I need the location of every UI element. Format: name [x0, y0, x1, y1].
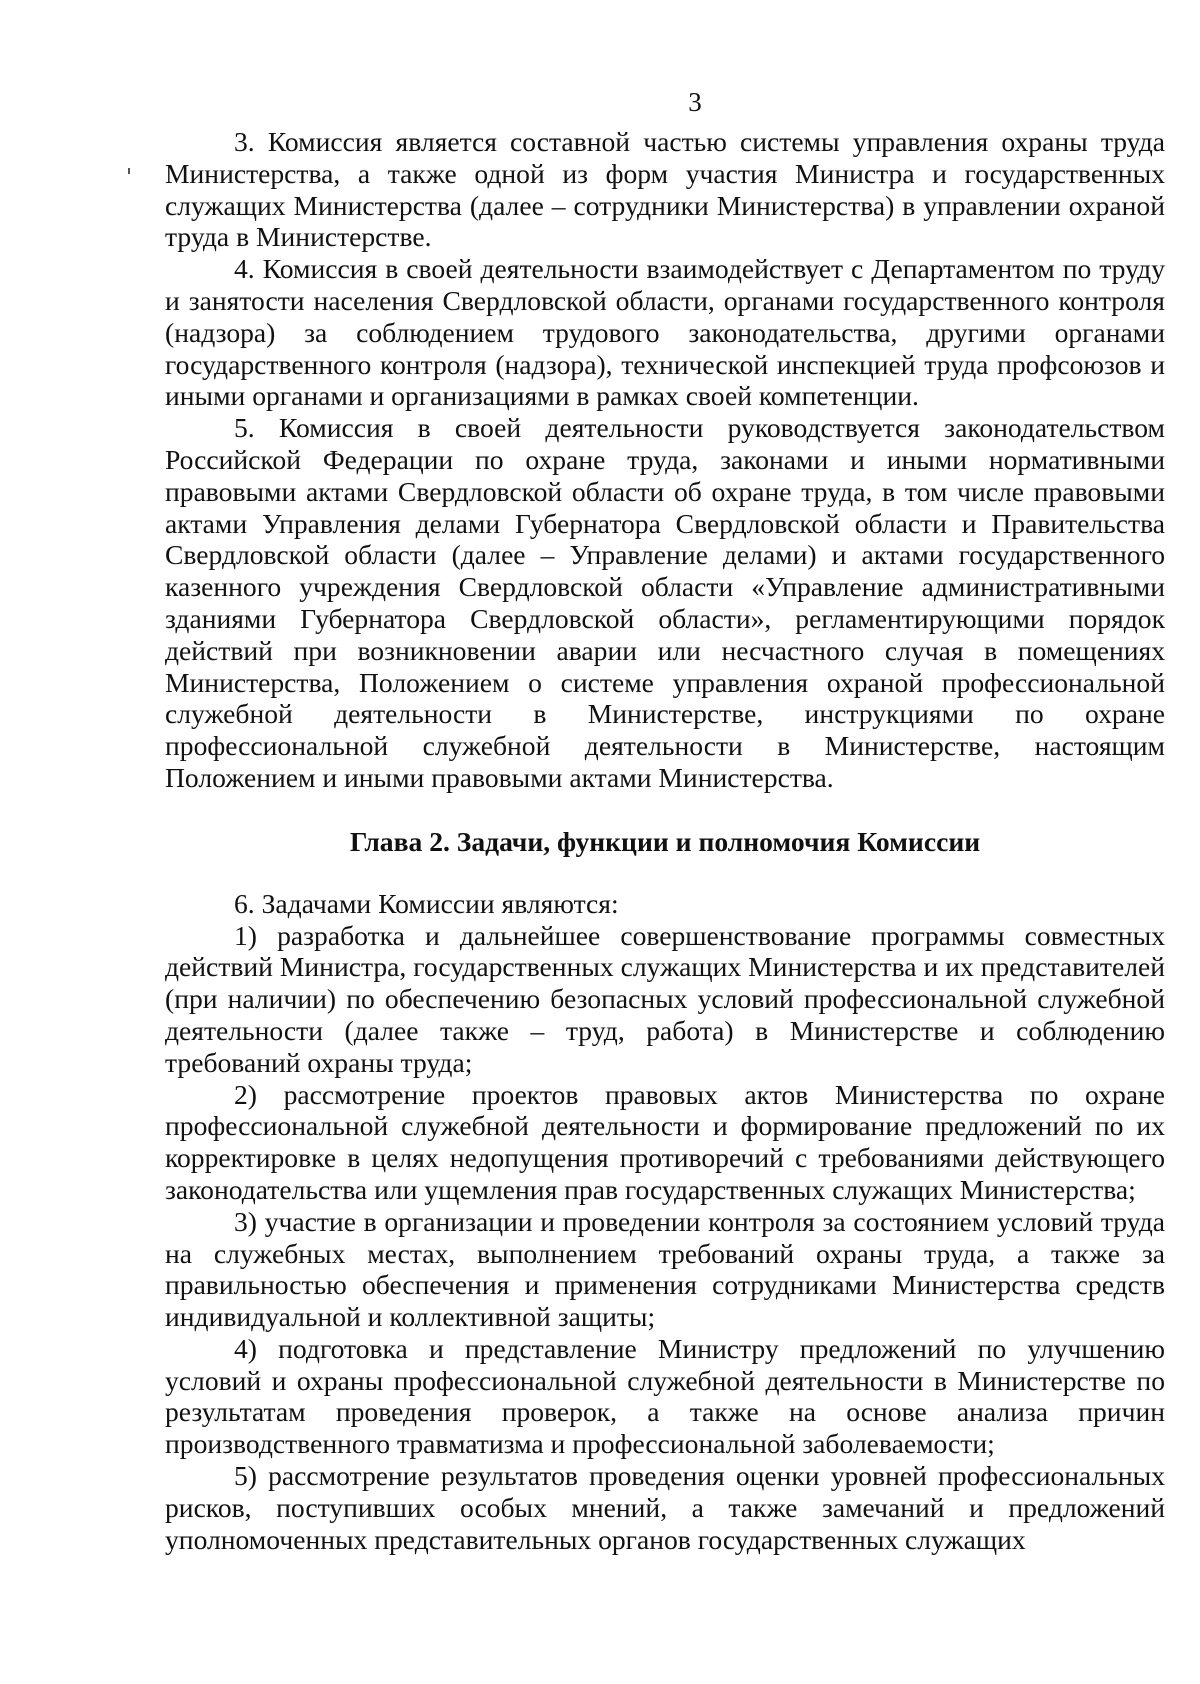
list-item-3: 3) участие в организации и проведении контроля за состоянием условий труда на служебных местах, выполнением требований охраны труда, а также за правильностью обеспечения и применения сотрудниками Министерства средств индивидуальной и коллективной защиты;	[165, 1205, 1165, 1333]
paragraph-6: 6. Задачами Комиссии являются:	[234, 887, 619, 919]
list-item-5: 5) рассмотрение результатов проведения оценки уровней профессиональных рисков, поступивших особых мнений, а также замечаний и предложений уполномоченных представительных органов государственных служащих	[165, 1460, 1165, 1555]
paragraph-4: 4. Комиссия в своей деятельности взаимодействует с Департаментом по труду и занятости населения Свердловской области, органами государственного контроля (надзора) за соблюдением трудового законодательства, другими органами государственного контроля (надзора), технической инспекцией труда профсоюзов и иными органами и организациями в рамках своей компетенции.	[165, 253, 1165, 412]
document-body	[165, 126, 1165, 1555]
scan-mark	[128, 168, 130, 174]
paragraph-5: 5. Комиссия в своей деятельности руководствуется законодательством Российской Федерации по охране труда, законами и иными нормативными правовыми актами Свердловской области об охране труда, в том числе правовыми актами Управления делами Губернатора Свердловской области и Правительства Свердловской области (далее – Управление делами) и актами государственного казенного учреждения Свердловской области «Управление административными зданиями Губернатора Свердловской области», регламентирующими порядок действий при возникновении аварии или несчастного случая в помещениях Министерства, Положением о системе управления охраной профессиональной служебной деятельности в Министерстве, инструкциями по охране профессиональной служебной деятельности в Министерстве, настоящим Положением и иными правовыми актами Министерства.	[165, 412, 1165, 793]
list-item-2: 2) рассмотрение проектов правовых актов Министерства по охране профессиональной служебной деятельности и формирование предложений по их корректировке в целях недопущения противоречий с требованиями действующего законодательства или ущемления прав государственных служащих Министерства;	[165, 1078, 1165, 1205]
page-number: 3	[688, 87, 702, 117]
list-item-1: 1) разработка и дальнейшее совершенствование программы совместных действий Министра, государственных служащих Министерства и их представителей (при наличии) по обеспечению безопасных условий профессиональной служебной деятельности (далее также – труд, работа) в Министерстве и соблюдению требований охраны труда;	[165, 919, 1165, 1078]
list-item-4: 4) подготовка и представление Министру предложений по улучшению условий и охраны профессиональной служебной деятельности в Министерстве по результатам проведения проверок, а также на основе анализа причин производственного травматизма и профессиональной заболеваемости;	[165, 1332, 1165, 1460]
paragraph-3: 3. Комиссия является составной частью системы управления охраны труда Министерства, а также одной из форм участия Министра и государственных служащих Министерства (далее – сотрудники Министерства) в управлении охраной труда в Министерстве.	[165, 126, 1165, 253]
chapter-heading: Глава 2. Задачи, функции и полномочия Комиссии	[349, 825, 981, 857]
